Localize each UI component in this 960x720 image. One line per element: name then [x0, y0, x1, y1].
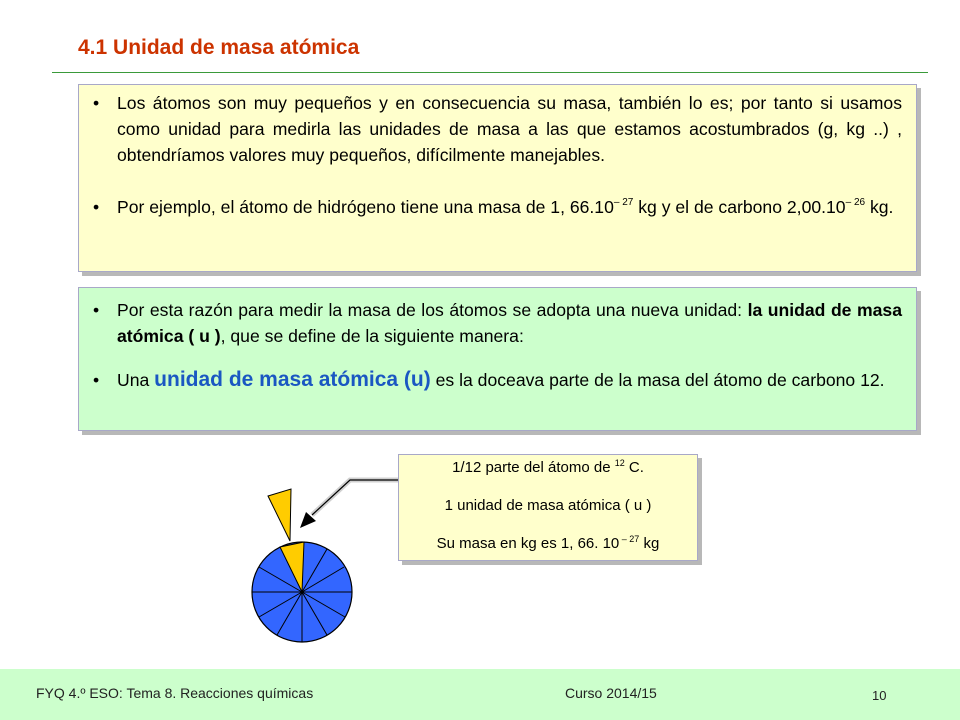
callout-line-3	[399, 535, 697, 552]
carbon-exponent: – 26	[845, 197, 866, 208]
callout-line-3-end: kg	[639, 535, 660, 552]
footer-year: Curso 2014/15	[565, 685, 657, 701]
carbon-text: kg y el de carbono 2,00.10	[633, 197, 846, 217]
callout-line-1	[399, 459, 697, 476]
hydrogen-exponent: – 27	[613, 197, 634, 208]
callout-box	[398, 454, 698, 561]
callout-line-1-end: C.	[624, 459, 644, 476]
unit-text: kg.	[865, 197, 894, 217]
callout-connector	[312, 480, 398, 515]
callout-exponent: – 27	[619, 534, 640, 544]
new-unit-text: Por esta razón para medir la masa de los átomos se adopta una nueva unidad:	[117, 300, 748, 320]
slide-title: 4.1 Unidad de masa atómica	[78, 36, 360, 59]
callout-line-2: 1 unidad de masa atómica ( u )	[444, 497, 652, 514]
removed-slice	[268, 489, 291, 541]
definition-lead: Una	[117, 370, 155, 390]
definition-highlight: unidad de masa atómica (u)	[154, 368, 431, 391]
slide-footer	[0, 669, 960, 720]
carbon-isotope-mass: 12	[614, 458, 625, 468]
callout-line-1-text: 1/12 parte del átomo de	[452, 459, 615, 476]
definition-text: es la doceava parte de la masa del átomo de carbono 12.	[430, 370, 885, 390]
hydrogen-text: Por ejemplo, el átomo de hidrógeno tiene una masa de 1, 66.10	[117, 197, 614, 217]
callout-line-3-text: Su masa en kg es 1, 66. 10	[436, 535, 620, 552]
new-unit-bold: la unidad de masa atómica ( u )	[117, 300, 902, 346]
new-unit-text-end: , que se define de la siguiente manera:	[220, 326, 524, 346]
bullet-small-mass-text: Los átomos son muy pequeños y en consecuencia su masa, también lo es; por tanto si usamos como unidad para medirla las unidades de masa a las que estamos acostumbrados (g, kg ..) , obtendríamos valores muy pequeños, difícilmente manejables.	[117, 93, 902, 165]
footer-course: FYQ 4.º ESO: Tema 8. Reacciones químicas	[36, 685, 314, 701]
page-number: 10	[872, 688, 887, 703]
